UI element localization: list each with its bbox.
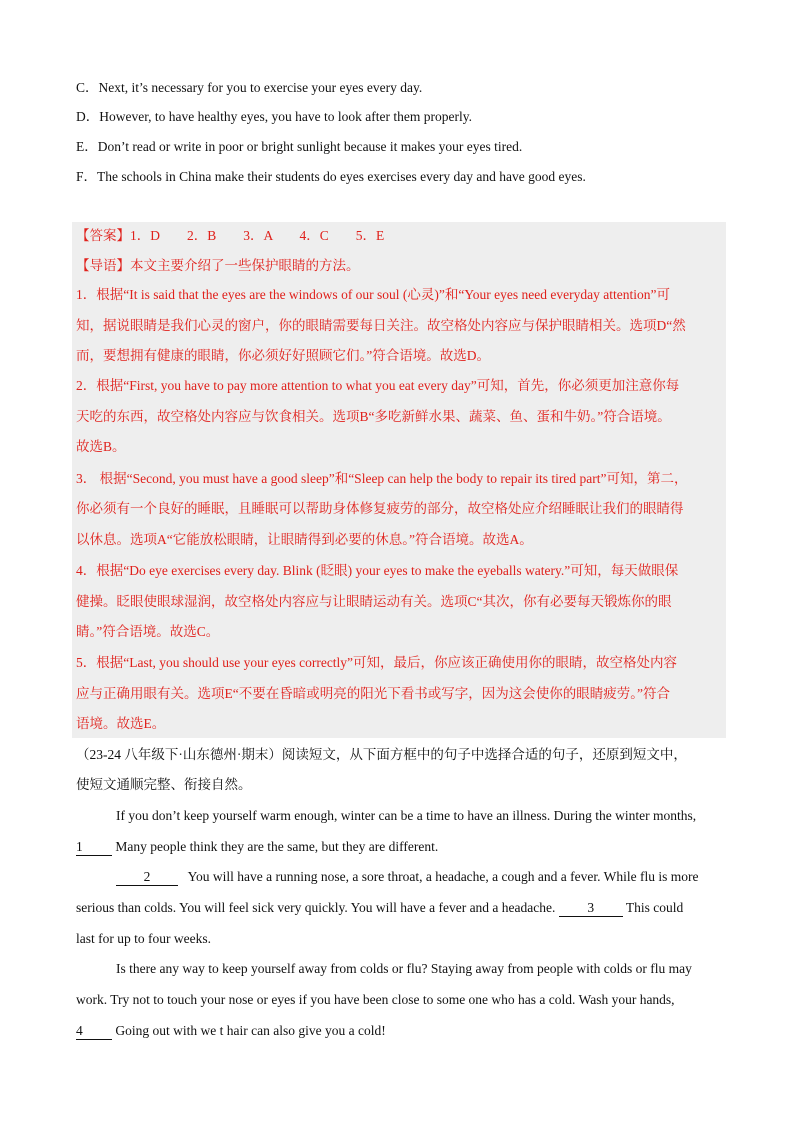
passage-text: This could <box>622 900 684 915</box>
passage-text: Going out with we t hair can also give you a cold! <box>112 1023 386 1038</box>
blank-2: 2 <box>116 869 178 886</box>
guide-line: 【导语】本文主要介绍了一些保护眼睛的方法。 <box>76 258 360 273</box>
explanation-line: 语境。故选E。 <box>76 716 166 731</box>
passage-text: You will have a running nose, a sore throat, a headache, a cough and a fever. While flu is more <box>184 869 699 884</box>
explanation-line: 健操。眨眼使眼球湿润，故空格处内容应与让眼睛运动有关。选项C“其次，你有必要每天锻炼你的眼 <box>76 594 672 609</box>
explanation-line: 2．根据“First, you have to pay more attention to what you eat every day”可知，首先，你必须更加注意你每 <box>76 378 680 393</box>
passage-line <box>76 1021 736 1041</box>
passage-line: work. Try not to touch your nose or eyes if you have been close to some one who has a cold. Wash your hands, <box>76 992 675 1007</box>
passage-line: If you don’t keep yourself warm enough, winter can be a time to have an illness. During the winter months, <box>116 808 697 823</box>
question-intro-cont: 使短文通顺完整、衔接自然。 <box>76 777 252 792</box>
option-c: C．Next, it’s necessary for you to exercise your eyes every day. <box>76 80 423 95</box>
explanation-line: 1．根据“It is said that the eyes are the windows of our soul (心灵)”和“Your eyes need everyday attention”可 <box>76 287 670 302</box>
explanation-line: 而，要想拥有健康的眼睛，你必须好好照顾它们。”符合语境。故选D。 <box>76 348 490 363</box>
option-f: F．The schools in China make their students do eyes exercises every day and have good eyes. <box>76 169 586 184</box>
question-intro: （23-24 八年级下·山东德州·期末）阅读短文，从下面方框中的句子中选择合适的句子，还原到短文中， <box>76 747 687 762</box>
passage-line: last for up to four weeks. <box>76 931 211 946</box>
explanation-line: 故选B。 <box>76 439 126 454</box>
answer-line: 【答案】1．D 2．B 3．A 4．C 5．E <box>76 228 385 243</box>
explanation-line: 应与正确用眼有关。选项E“不要在昏暗或明亮的阳光下看书或写字，因为这会使你的眼睛疲劳。”符合 <box>76 686 670 701</box>
passage-line: Is there any way to keep yourself away from colds or flu? Staying away from people with colds or flu may <box>116 961 692 976</box>
passage-line <box>116 867 736 887</box>
explanation-line: 4．根据“Do eye exercises every day. Blink (眨眼) your eyes to make the eyeballs watery.”可知，每天做眼保 <box>76 563 679 578</box>
explanation-line: 天吃的东西，故空格处内容应与饮食相关。选项B“多吃新鲜水果、蔬菜、鱼、蛋和牛奶。”符合语境。 <box>76 409 671 424</box>
blank-1: 1 <box>76 839 112 856</box>
passage-text: serious than colds. You will feel sick very quickly. You will have a fever and a headache. <box>76 900 559 915</box>
blank-3: 3 <box>559 900 623 917</box>
blank-4: 4 <box>76 1023 112 1040</box>
passage-line <box>76 837 736 857</box>
explanation-line: 5．根据“Last, you should use your eyes correctly”可知，最后，你应该正确使用你的眼睛，故空格处内容 <box>76 655 678 670</box>
passage-line <box>76 898 736 918</box>
explanation-line: 睛。”符合语境。故选C。 <box>76 624 220 639</box>
explanation-line: 你必须有一个良好的睡眠，且睡眠可以帮助身体修复疲劳的部分，故空格处应介绍睡眠让我们的眼睛得 <box>76 501 684 516</box>
option-d: D．However, to have healthy eyes, you have to look after them properly. <box>76 109 472 124</box>
explanation-line: 以休息。选项A“它能放松眼睛，让眼睛得到必要的休息。”符合语境。故选A。 <box>76 532 533 547</box>
explanation-line: 3． 根据“Second, you must have a good sleep”和“Sleep can help the body to repair its tired part”可知，第二， <box>76 471 688 486</box>
explanation-line: 知，据说眼睛是我们心灵的窗户，你的眼睛需要每日关注。故空格处内容应与保护眼睛相关。选项D“然 <box>76 318 686 333</box>
passage-text: Many people think they are the same, but they are different. <box>112 839 439 854</box>
option-e: E．Don’t read or write in poor or bright sunlight because it makes your eyes tired. <box>76 139 523 154</box>
